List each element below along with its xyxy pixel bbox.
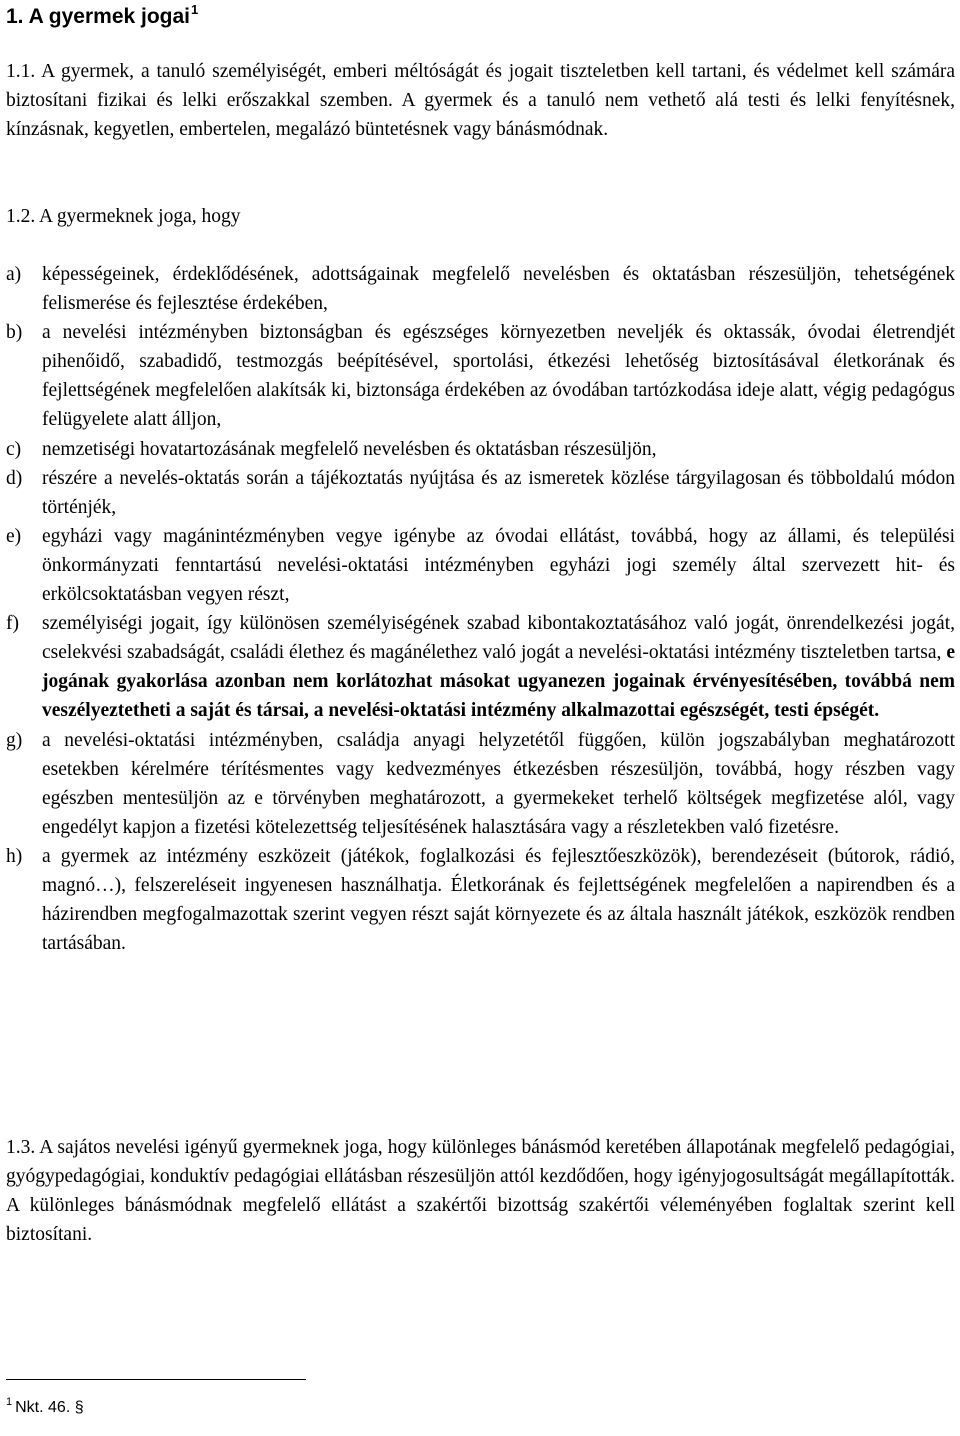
- list-item-text: nemzetiségi hovatartozásának megfelelő nevelésben és oktatásban részesüljön,: [42, 438, 657, 460]
- list-marker: h): [6, 845, 23, 867]
- list-item-text: egyházi vagy magánintézményben vegye igénybe az óvodai ellátást, továbbá, hogy az állami, és települési önkormányzati fenntartású nevelési-oktatási intézményben egyházi jogi személy által szervezett hit- és erkölcsoktatásban vegyen részt,: [42, 525, 955, 606]
- footnote-reference: 1: [191, 2, 199, 17]
- section-heading: [6, 4, 198, 30]
- list-item-text: személyiségi jogait, így különösen személyiségének szabad kibontakoztatásához való jogát, önrendelkezési jogát, cselekvési szabadságát, családi élethez és magánélethez való jogát a nevelési-oktatási intézmény tiszteletben tartsa,: [42, 613, 955, 664]
- list-item-text: a gyermek az intézmény eszközeit (játékok, foglalkozási és fejlesztőeszközök), berendezéseit (bútorok, rádió, magnó…), felszereléseit ingyenesen használhatja. Életkorának és fejlettségének megfelelően a napirendben és a házirendben megfogalmazottak szerint vegyen részt saját környezete és az általa használt játékok, eszközök rendben tartásában.: [42, 845, 955, 955]
- list-item-text: részére a nevelés-oktatás során a tájékoztatás nyújtása és az ismeretek közlése tárgyilagosan és többoldalú módon történjék,: [42, 467, 955, 518]
- list-item-e: [6, 522, 955, 609]
- list-marker: c): [6, 438, 22, 460]
- list-marker: e): [6, 525, 22, 547]
- list-item-d: [6, 464, 955, 522]
- list-marker: b): [6, 322, 23, 344]
- list-item-a: [6, 260, 955, 318]
- list-item-g: [6, 726, 955, 842]
- list-item-f: [6, 609, 955, 725]
- list-marker: a): [6, 264, 22, 285]
- list-item-c: [6, 435, 955, 464]
- heading-text: 1. A gyermek jogai: [6, 5, 191, 28]
- paragraph-1-2-intro: 1.2. A gyermeknek joga, hogy: [6, 206, 241, 227]
- list-item-h: [6, 842, 955, 958]
- list-item-text: a nevelési-oktatási intézményben, családja anyagi helyzetétől függően, külön jogszabályban meghatározott esetekben kérelmére térítésmentes vagy kedvezményes étkezésben részesüljön, továbbá, hogy részben vagy egészben mentesüljön az e törvényben meghatározott, a gyermekeket terhelő költségek megfizetése alól, vagy engedélyt kapjon a fizetési kötelezettség teljesítésének halasztására vagy a részletekben való fizetésre.: [42, 729, 955, 838]
- list-marker: d): [6, 467, 23, 489]
- list-marker: g): [6, 729, 23, 751]
- footnote-text: Nkt. 46. §: [15, 1399, 84, 1416]
- list-item-text: a nevelési intézményben biztonságban és egészséges környezetben neveljék és oktassák, óvodai életrendjét pihenőidő, szabadidő, testmozgás beépítésével, sportolási, étkezési lehetőség biztosításával életkorának és fejlettségének megfelelően alakítsák ki, biztonsága érdekében az óvodában tartózkodása ideje alatt, végig pedagógus felügyelete alatt álljon,: [42, 322, 955, 431]
- rights-list: [6, 260, 955, 958]
- footnote-divider: [6, 1379, 306, 1380]
- list-item-b: [6, 318, 955, 434]
- paragraph-1-3: 1.3. A sajátos nevelési igényű gyermeknek joga, hogy különleges bánásmód keretében állapotának megfelelő pedagógiai, gyógypedagógiai, konduktív pedagógiai ellátásban részesüljön attól kezdődően, hogy igényjogosultságát megállapították. A különleges bánásmódnak megfelelő ellátást a szakértői bizottság szakértői véleményében foglaltak szerint kell biztosítani.: [6, 1137, 955, 1246]
- list-item-bold-text: e jogának gyakorlása azonban nem korlátozhat másokat ugyanezen jogainak érvényesítésében, továbbá nem veszélyeztetheti a saját és társai, a nevelési-oktatási intézmény alkalmazottai egészségét, testi épségét.: [42, 642, 955, 722]
- list-item-text: képességeinek, érdeklődésének, adottságainak megfelelő nevelésben és oktatásban részesüljön, tehetségének felismerése és fejlesztése érdekében,: [42, 264, 955, 315]
- list-marker: f): [6, 613, 19, 635]
- paragraph-1-1: 1.1. A gyermek, a tanuló személyiségét, emberi méltóságát és jogait tiszteletben kell tartani, és védelmet kell számára biztosítani fizikai és lelki erőszakkal szemben. A gyermek és a tanuló nem vethető alá testi és lelki fenyítésnek, kínzásnak, kegyetlen, embertelen, megalázó büntetésnek vagy bánásmódnak.: [6, 61, 955, 141]
- footnote: [6, 1396, 84, 1420]
- footnote-marker: 1: [6, 1396, 13, 1408]
